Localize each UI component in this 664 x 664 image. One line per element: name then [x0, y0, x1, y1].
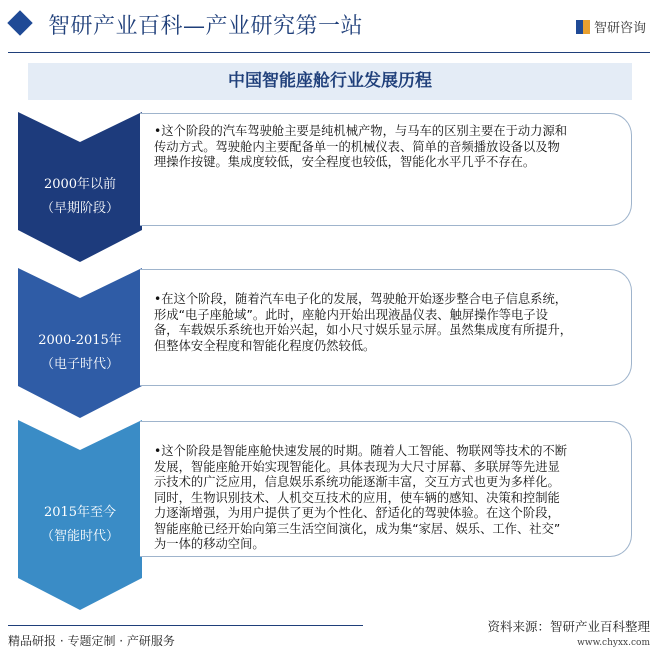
stage-description — [140, 113, 632, 226]
stage-description — [140, 269, 632, 386]
stage-label — [18, 501, 142, 549]
description-line: 理操作按键。集成度较低，安全程度也较低，智能化水平几乎不存在。 — [154, 155, 536, 169]
site-title: 智研产业百科—产业研究第一站 — [48, 14, 364, 39]
logo-icon — [576, 20, 590, 34]
stage-period: 2000年以前 — [43, 177, 117, 192]
description-line: 备，车载娱乐系统也开始兴起，如小尺寸娱乐显示屏。虽然集成度有所提升， — [154, 323, 573, 337]
description-line: 力逐渐增强，为用户提供了更为个性化、舒适化的驾驶体验。在这个阶段， — [154, 506, 560, 520]
footer-divider — [8, 625, 363, 626]
description-line: 形成“电子座舱域”。此时，座舱内开始出现液晶仪表、触屏操作等电子设 — [154, 307, 548, 322]
header-divider — [8, 52, 650, 53]
stage-label — [18, 329, 142, 377]
stage-era: （智能时代） — [40, 529, 119, 544]
stage-chevron — [18, 112, 142, 262]
source-url: www.chyxx.com — [577, 638, 650, 648]
description-line: 同时，生物识别技术、人机交互技术的应用，使车辆的感知、决策和控制能 — [154, 490, 560, 505]
stage-era: （早期阶段） — [40, 201, 119, 216]
stage-era: （电子时代） — [40, 357, 119, 372]
source-note: 资料来源：智研产业百科整理 — [487, 619, 650, 634]
description-line: 示技术的广泛应用，信息娱乐系统功能逐渐丰富，交互方式也更为多样化。 — [154, 475, 560, 489]
logo-text: 智研咨询 — [593, 21, 646, 36]
footer-tagline: 精品研报 · 专题定制 · 产研服务 — [8, 634, 175, 648]
page-title: 中国智能座舱行业发展历程 — [28, 63, 632, 100]
stage-label — [18, 173, 142, 221]
diamond-icon — [7, 10, 32, 35]
description-line: 为一体的移动空间。 — [154, 537, 265, 551]
description-line: •这个阶段是智能座舱快速发展的时期。随着人工智能、物联网等技术的不断 — [154, 444, 568, 458]
stage-chevron — [18, 420, 142, 610]
brand-logo — [576, 17, 646, 36]
description-line: 但整体安全程度和智能化程度仍然较低。 — [154, 338, 376, 353]
stage-description — [140, 421, 632, 557]
description-line: •在这个阶段，随着汽车电子化的发展，驾驶舱开始逐步整合电子信息系统， — [154, 292, 568, 306]
description-line: 传动方式。驾驶舱内主要配备单一的机械仪表、简单的音频播放设备以及物 — [154, 139, 560, 154]
description-line: 发展，智能座舱开始实现智能化。具体表现为大尺寸屏幕、多联屏等先进显 — [154, 459, 560, 474]
stage-chevron — [18, 268, 142, 418]
stage-period: 2000-2015年 — [38, 333, 122, 348]
stage-period: 2015年至今 — [43, 505, 117, 520]
description-line: •这个阶段的汽车驾驶舱主要是纯机械产物，与马车的区别主要在于动力源和 — [154, 124, 568, 138]
description-line: 智能座舱已经开始向第三生活空间演化，成为集“家居、娱乐、工作、社交” — [154, 521, 561, 536]
